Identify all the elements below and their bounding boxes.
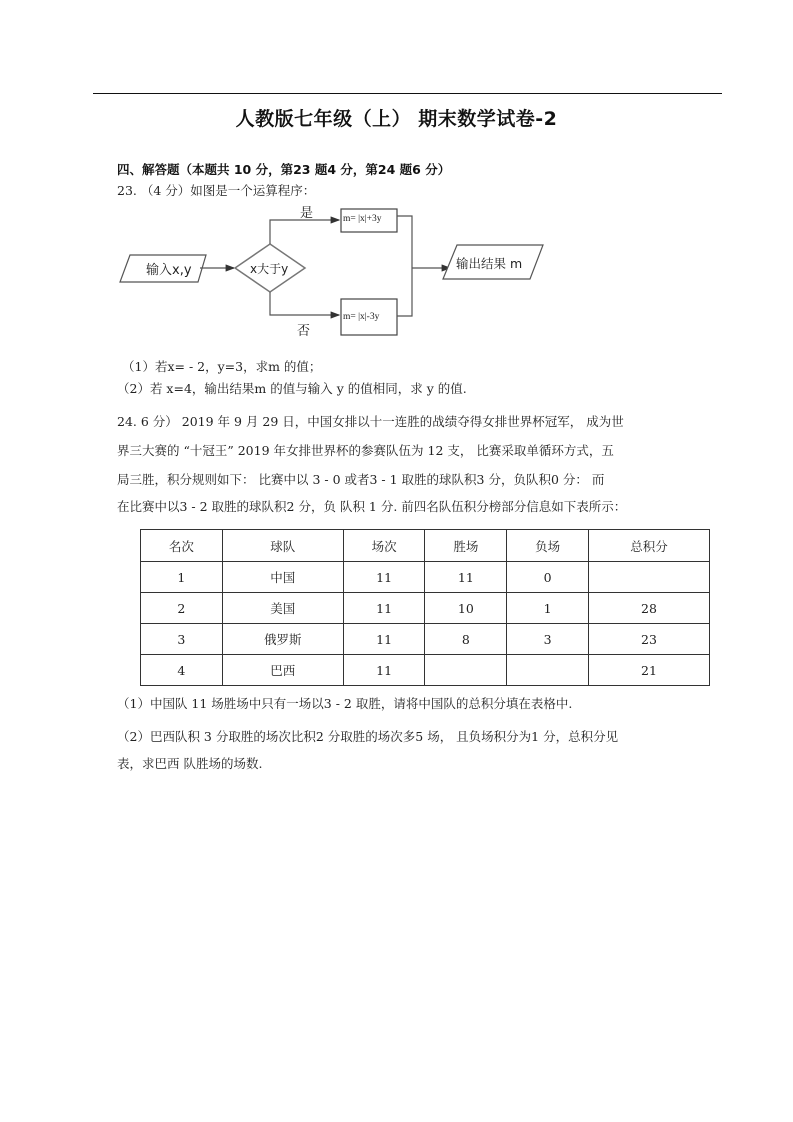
table-header-row: [141, 530, 710, 562]
q24-line-4: 在比赛中以3 - 2 取胜的球队积2 分，负 队积 1 分. 前四名队伍积分榜部分信息如下表所示：: [117, 499, 627, 514]
cell: 3: [507, 624, 589, 655]
q23-sub1: （1）若x= - 2，y=3，求m 的值；: [122, 359, 322, 374]
q24-sub2-line2: 表，求巴西 队胜场的场数.: [117, 756, 263, 771]
flow-yes-label: 是: [300, 206, 314, 221]
q24-line-1: 24. 6 分） 2019 年 9 月 29 日，中国女排以十一连胜的战绩夺得女排世界杯冠军， 成为世: [117, 414, 624, 429]
table-row: [141, 655, 710, 686]
cell: 11: [343, 593, 425, 624]
cell: 2: [141, 593, 223, 624]
header-points: 总积分: [588, 530, 709, 562]
header-wins: 胜场: [425, 530, 507, 562]
page-title: 人教版七年级（上） 期末数学试卷-2: [235, 108, 558, 130]
table-row: [141, 562, 710, 593]
q23-stem: 23. （4 分）如图是一个运算程序：: [117, 183, 316, 198]
cell: 3: [141, 624, 223, 655]
flow-decision: x大于y: [250, 262, 289, 276]
header-played: 场次: [343, 530, 425, 562]
q24-line-3: 局三胜，积分规则如下： 比赛中以 3 - 0 或者3 - 1 取胜的球队积3 分，负队积0 分： 而: [117, 472, 605, 487]
table-row: [141, 624, 710, 655]
header-rule: [93, 93, 722, 94]
cell: 8: [425, 624, 507, 655]
cell: 11: [425, 562, 507, 593]
cell: 4: [141, 655, 223, 686]
cell: 11: [343, 562, 425, 593]
cell: [588, 562, 709, 593]
cell: 巴西: [222, 655, 343, 686]
q24-line-2: 界三大赛的 “十冠王” 2019 年女排世界杯的参赛队伍为 12 支， 比赛采取单循环方式，五: [117, 443, 614, 458]
cell: 俄罗斯: [222, 624, 343, 655]
cell: [425, 655, 507, 686]
cell: 0: [507, 562, 589, 593]
flow-no-box: m= |x|-3y: [343, 312, 380, 322]
flowchart: [110, 195, 560, 345]
cell: 1: [141, 562, 223, 593]
header-rank: 名次: [141, 530, 223, 562]
cell: 中国: [222, 562, 343, 593]
cell: 11: [343, 624, 425, 655]
standings-table: [140, 529, 710, 686]
flow-yes-box: m= |x|+3y: [343, 214, 382, 224]
cell: 1: [507, 593, 589, 624]
cell: 10: [425, 593, 507, 624]
header-team: 球队: [222, 530, 343, 562]
table-row: [141, 593, 710, 624]
cell: 23: [588, 624, 709, 655]
q23-sub2: （2）若 x=4，输出结果m 的值与输入 y 的值相同，求 y 的值.: [117, 381, 467, 396]
cell: 11: [343, 655, 425, 686]
q24-sub1: （1）中国队 11 场胜场中只有一场以3 - 2 取胜，请将中国队的总积分填在表格中.: [117, 696, 573, 711]
section-heading: 四、解答题（本题共 10 分，第23 题4 分，第24 题6 分）: [117, 162, 451, 177]
cell: 28: [588, 593, 709, 624]
cell: 21: [588, 655, 709, 686]
flow-no-label: 否: [297, 324, 311, 339]
q24-sub2-line1: （2）巴西队积 3 分取胜的场次比积2 分取胜的场次多5 场， 且负场积分为1 分，总积分见: [117, 729, 619, 744]
cell: [507, 655, 589, 686]
header-losses: 负场: [507, 530, 589, 562]
flow-input: 输入x,y: [146, 263, 192, 278]
cell: 美国: [222, 593, 343, 624]
flow-output: 输出结果 m: [456, 256, 523, 271]
